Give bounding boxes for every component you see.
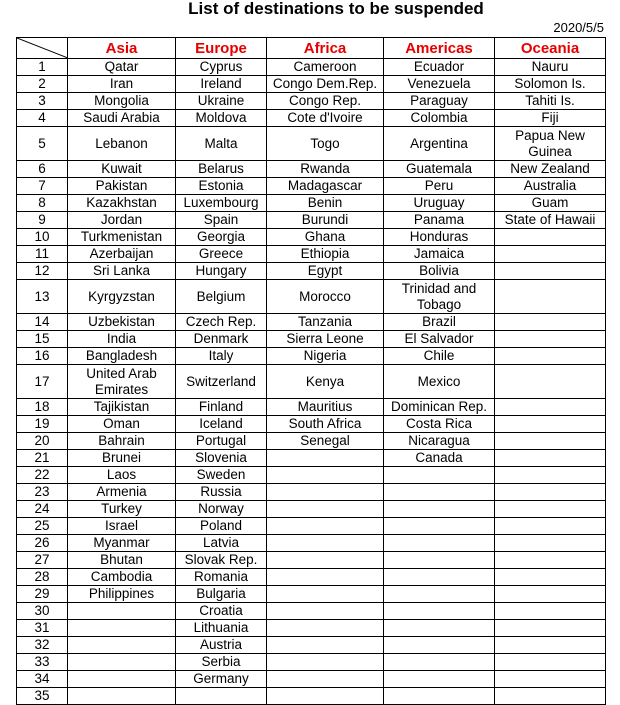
cell-europe: Denmark — [176, 331, 267, 348]
cell-africa — [267, 552, 384, 569]
cell-asia: Qatar — [68, 59, 176, 76]
table-row — [17, 688, 606, 705]
row-number: 14 — [17, 314, 68, 331]
table-row — [17, 76, 606, 93]
cell-europe: Estonia — [176, 178, 267, 195]
table-row — [17, 212, 606, 229]
table-row — [17, 569, 606, 586]
column-header-americas: Americas — [384, 38, 495, 59]
cell-europe: Luxembourg — [176, 195, 267, 212]
row-number: 21 — [17, 450, 68, 467]
cell-americas: Honduras — [384, 229, 495, 246]
cell-asia: Laos — [68, 467, 176, 484]
cell-americas — [384, 467, 495, 484]
cell-africa — [267, 569, 384, 586]
cell-asia — [68, 671, 176, 688]
cell-asia: Turkey — [68, 501, 176, 518]
cell-asia: Azerbaijan — [68, 246, 176, 263]
cell-oceania — [495, 467, 606, 484]
cell-asia: Kyrgyzstan — [68, 280, 176, 314]
cell-americas: El Salvador — [384, 331, 495, 348]
cell-americas — [384, 688, 495, 705]
cell-americas — [384, 637, 495, 654]
cell-americas: Canada — [384, 450, 495, 467]
cell-oceania: New Zealand — [495, 161, 606, 178]
row-number: 20 — [17, 433, 68, 450]
cell-europe: Germany — [176, 671, 267, 688]
cell-africa — [267, 484, 384, 501]
cell-europe: Czech Rep. — [176, 314, 267, 331]
cell-africa: Cameroon — [267, 59, 384, 76]
cell-africa — [267, 501, 384, 518]
cell-asia — [68, 654, 176, 671]
cell-asia: Bahrain — [68, 433, 176, 450]
table-row — [17, 178, 606, 195]
cell-oceania: Nauru — [495, 59, 606, 76]
cell-americas: Guatemala — [384, 161, 495, 178]
cell-africa — [267, 586, 384, 603]
table-row — [17, 229, 606, 246]
cell-asia: Jordan — [68, 212, 176, 229]
cell-americas: Bolivia — [384, 263, 495, 280]
cell-europe: Italy — [176, 348, 267, 365]
row-number: 32 — [17, 637, 68, 654]
cell-europe — [176, 688, 267, 705]
table-row — [17, 620, 606, 637]
table-row — [17, 416, 606, 433]
cell-americas — [384, 535, 495, 552]
cell-oceania — [495, 450, 606, 467]
row-number: 11 — [17, 246, 68, 263]
cell-europe: Portugal — [176, 433, 267, 450]
cell-asia: Kuwait — [68, 161, 176, 178]
row-number: 26 — [17, 535, 68, 552]
cell-africa: Togo — [267, 127, 384, 161]
table-row — [17, 586, 606, 603]
cell-asia: Tajikistan — [68, 399, 176, 416]
cell-africa — [267, 688, 384, 705]
cell-oceania — [495, 484, 606, 501]
cell-americas — [384, 552, 495, 569]
row-number: 30 — [17, 603, 68, 620]
cell-oceania — [495, 348, 606, 365]
cell-africa: Ghana — [267, 229, 384, 246]
cell-americas: Colombia — [384, 110, 495, 127]
cell-africa: Morocco — [267, 280, 384, 314]
cell-asia: Oman — [68, 416, 176, 433]
cell-oceania — [495, 688, 606, 705]
cell-americas — [384, 484, 495, 501]
table-row — [17, 263, 606, 280]
cell-oceania — [495, 637, 606, 654]
table-row — [17, 93, 606, 110]
cell-oceania — [495, 331, 606, 348]
cell-americas — [384, 671, 495, 688]
cell-oceania — [495, 586, 606, 603]
cell-africa: Benin — [267, 195, 384, 212]
cell-oceania — [495, 569, 606, 586]
cell-africa: Kenya — [267, 365, 384, 399]
row-number: 19 — [17, 416, 68, 433]
cell-oceania — [495, 263, 606, 280]
cell-americas — [384, 620, 495, 637]
cell-africa — [267, 654, 384, 671]
row-number: 28 — [17, 569, 68, 586]
table-row — [17, 195, 606, 212]
cell-oceania: Fiji — [495, 110, 606, 127]
cell-asia: Israel — [68, 518, 176, 535]
cell-oceania — [495, 518, 606, 535]
cell-africa: Madagascar — [267, 178, 384, 195]
row-number: 33 — [17, 654, 68, 671]
row-number: 29 — [17, 586, 68, 603]
row-number: 18 — [17, 399, 68, 416]
cell-europe: Russia — [176, 484, 267, 501]
cell-americas — [384, 603, 495, 620]
table-row — [17, 127, 606, 161]
cell-africa — [267, 518, 384, 535]
cell-europe: Malta — [176, 127, 267, 161]
table-row — [17, 518, 606, 535]
row-number: 3 — [17, 93, 68, 110]
cell-africa: Congo Dem.Rep. — [267, 76, 384, 93]
cell-europe: Poland — [176, 518, 267, 535]
row-number: 4 — [17, 110, 68, 127]
row-number: 34 — [17, 671, 68, 688]
row-number: 25 — [17, 518, 68, 535]
cell-asia — [68, 637, 176, 654]
cell-europe: Serbia — [176, 654, 267, 671]
cell-asia: Cambodia — [68, 569, 176, 586]
cell-europe: Norway — [176, 501, 267, 518]
column-header-asia: Asia — [68, 38, 176, 59]
table-row — [17, 467, 606, 484]
cell-europe: Latvia — [176, 535, 267, 552]
cell-oceania — [495, 246, 606, 263]
table-row — [17, 535, 606, 552]
cell-oceania — [495, 314, 606, 331]
cell-africa — [267, 671, 384, 688]
document-date: 2020/5/5 — [553, 20, 604, 35]
cell-europe: Sweden — [176, 467, 267, 484]
row-number: 24 — [17, 501, 68, 518]
cell-oceania: Australia — [495, 178, 606, 195]
row-number: 15 — [17, 331, 68, 348]
row-number: 23 — [17, 484, 68, 501]
cell-asia: Pakistan — [68, 178, 176, 195]
cell-americas — [384, 518, 495, 535]
table-row — [17, 110, 606, 127]
cell-africa: Senegal — [267, 433, 384, 450]
cell-oceania — [495, 535, 606, 552]
cell-asia: Myanmar — [68, 535, 176, 552]
cell-africa — [267, 620, 384, 637]
cell-americas: Argentina — [384, 127, 495, 161]
row-number: 16 — [17, 348, 68, 365]
cell-africa: Tanzania — [267, 314, 384, 331]
table-row — [17, 654, 606, 671]
cell-oceania — [495, 433, 606, 450]
row-number: 7 — [17, 178, 68, 195]
row-number: 17 — [17, 365, 68, 399]
cell-americas — [384, 586, 495, 603]
cell-europe: Ireland — [176, 76, 267, 93]
cell-oceania: Tahiti Is. — [495, 93, 606, 110]
cell-americas — [384, 501, 495, 518]
cell-africa — [267, 535, 384, 552]
cell-europe: Romania — [176, 569, 267, 586]
table-row — [17, 331, 606, 348]
cell-americas — [384, 569, 495, 586]
table-row — [17, 59, 606, 76]
cell-africa: Congo Rep. — [267, 93, 384, 110]
cell-africa: Rwanda — [267, 161, 384, 178]
cell-asia: Turkmenistan — [68, 229, 176, 246]
document-title: List of destinations to be suspended — [188, 0, 484, 18]
row-number: 12 — [17, 263, 68, 280]
cell-africa — [267, 450, 384, 467]
cell-asia: Armenia — [68, 484, 176, 501]
table-row — [17, 365, 606, 399]
cell-asia: Saudi Arabia — [68, 110, 176, 127]
cell-africa: Nigeria — [267, 348, 384, 365]
cell-europe: Spain — [176, 212, 267, 229]
cell-americas: Venezuela — [384, 76, 495, 93]
row-number: 9 — [17, 212, 68, 229]
cell-africa: Burundi — [267, 212, 384, 229]
cell-oceania: State of Hawaii — [495, 212, 606, 229]
cell-asia: Kazakhstan — [68, 195, 176, 212]
cell-oceania — [495, 229, 606, 246]
cell-oceania — [495, 280, 606, 314]
row-number: 35 — [17, 688, 68, 705]
cell-africa: Cote d'Ivoire — [267, 110, 384, 127]
cell-oceania — [495, 365, 606, 399]
table-row — [17, 603, 606, 620]
row-number: 6 — [17, 161, 68, 178]
cell-asia: Bhutan — [68, 552, 176, 569]
row-number: 31 — [17, 620, 68, 637]
corner-cell — [17, 38, 68, 59]
cell-oceania: Guam — [495, 195, 606, 212]
cell-europe: Moldova — [176, 110, 267, 127]
table-row — [17, 637, 606, 654]
cell-europe: Greece — [176, 246, 267, 263]
column-header-africa: Africa — [267, 38, 384, 59]
cell-asia: Philippines — [68, 586, 176, 603]
cell-oceania: Papua New Guinea — [495, 127, 606, 161]
cell-asia — [68, 620, 176, 637]
row-number: 2 — [17, 76, 68, 93]
cell-europe: Georgia — [176, 229, 267, 246]
cell-americas: Panama — [384, 212, 495, 229]
row-number: 27 — [17, 552, 68, 569]
table-row — [17, 246, 606, 263]
cell-europe: Iceland — [176, 416, 267, 433]
cell-americas: Trinidad and Tobago — [384, 280, 495, 314]
cell-asia: Uzbekistan — [68, 314, 176, 331]
row-number: 13 — [17, 280, 68, 314]
cell-europe: Switzerland — [176, 365, 267, 399]
table-header-row — [17, 38, 606, 59]
cell-europe: Ukraine — [176, 93, 267, 110]
cell-americas: Nicaragua — [384, 433, 495, 450]
cell-oceania — [495, 620, 606, 637]
cell-asia: Sri Lanka — [68, 263, 176, 280]
row-number: 1 — [17, 59, 68, 76]
cell-africa: Sierra Leone — [267, 331, 384, 348]
cell-asia: Mongolia — [68, 93, 176, 110]
cell-asia: United Arab Emirates — [68, 365, 176, 399]
row-number: 8 — [17, 195, 68, 212]
cell-asia: Lebanon — [68, 127, 176, 161]
cell-asia: India — [68, 331, 176, 348]
cell-americas: Jamaica — [384, 246, 495, 263]
table-row — [17, 348, 606, 365]
table-row — [17, 280, 606, 314]
destinations-table — [16, 37, 606, 705]
table-row — [17, 450, 606, 467]
cell-europe: Bulgaria — [176, 586, 267, 603]
cell-europe: Cyprus — [176, 59, 267, 76]
cell-asia — [68, 603, 176, 620]
cell-africa — [267, 603, 384, 620]
cell-americas: Paraguay — [384, 93, 495, 110]
cell-americas — [384, 654, 495, 671]
table-row — [17, 671, 606, 688]
cell-oceania — [495, 603, 606, 620]
cell-europe: Croatia — [176, 603, 267, 620]
column-header-europe: Europe — [176, 38, 267, 59]
table-row — [17, 161, 606, 178]
cell-oceania — [495, 671, 606, 688]
table-row — [17, 314, 606, 331]
table-row — [17, 399, 606, 416]
cell-africa: Mauritius — [267, 399, 384, 416]
cell-europe: Austria — [176, 637, 267, 654]
cell-europe: Slovak Rep. — [176, 552, 267, 569]
diagonal-divider — [17, 38, 68, 58]
cell-europe: Slovenia — [176, 450, 267, 467]
cell-europe: Hungary — [176, 263, 267, 280]
cell-americas: Peru — [384, 178, 495, 195]
cell-americas: Costa Rica — [384, 416, 495, 433]
column-header-oceania: Oceania — [495, 38, 606, 59]
table-row — [17, 501, 606, 518]
cell-asia: Brunei — [68, 450, 176, 467]
cell-europe: Belarus — [176, 161, 267, 178]
table-row — [17, 484, 606, 501]
cell-africa: South Africa — [267, 416, 384, 433]
cell-oceania — [495, 416, 606, 433]
cell-americas: Ecuador — [384, 59, 495, 76]
cell-asia: Bangladesh — [68, 348, 176, 365]
cell-europe: Belgium — [176, 280, 267, 314]
cell-oceania: Solomon Is. — [495, 76, 606, 93]
table-body — [17, 59, 606, 705]
table-row — [17, 433, 606, 450]
cell-europe: Lithuania — [176, 620, 267, 637]
row-number: 22 — [17, 467, 68, 484]
row-number: 10 — [17, 229, 68, 246]
cell-europe: Finland — [176, 399, 267, 416]
cell-oceania — [495, 399, 606, 416]
cell-americas: Chile — [384, 348, 495, 365]
table-row — [17, 552, 606, 569]
cell-asia: Iran — [68, 76, 176, 93]
cell-americas: Mexico — [384, 365, 495, 399]
cell-americas: Uruguay — [384, 195, 495, 212]
row-number: 5 — [17, 127, 68, 161]
cell-africa: Egypt — [267, 263, 384, 280]
cell-americas: Brazil — [384, 314, 495, 331]
cell-africa: Ethiopia — [267, 246, 384, 263]
cell-oceania — [495, 552, 606, 569]
cell-oceania — [495, 654, 606, 671]
cell-africa — [267, 637, 384, 654]
cell-africa — [267, 467, 384, 484]
cell-asia — [68, 688, 176, 705]
cell-americas: Dominican Rep. — [384, 399, 495, 416]
cell-oceania — [495, 501, 606, 518]
